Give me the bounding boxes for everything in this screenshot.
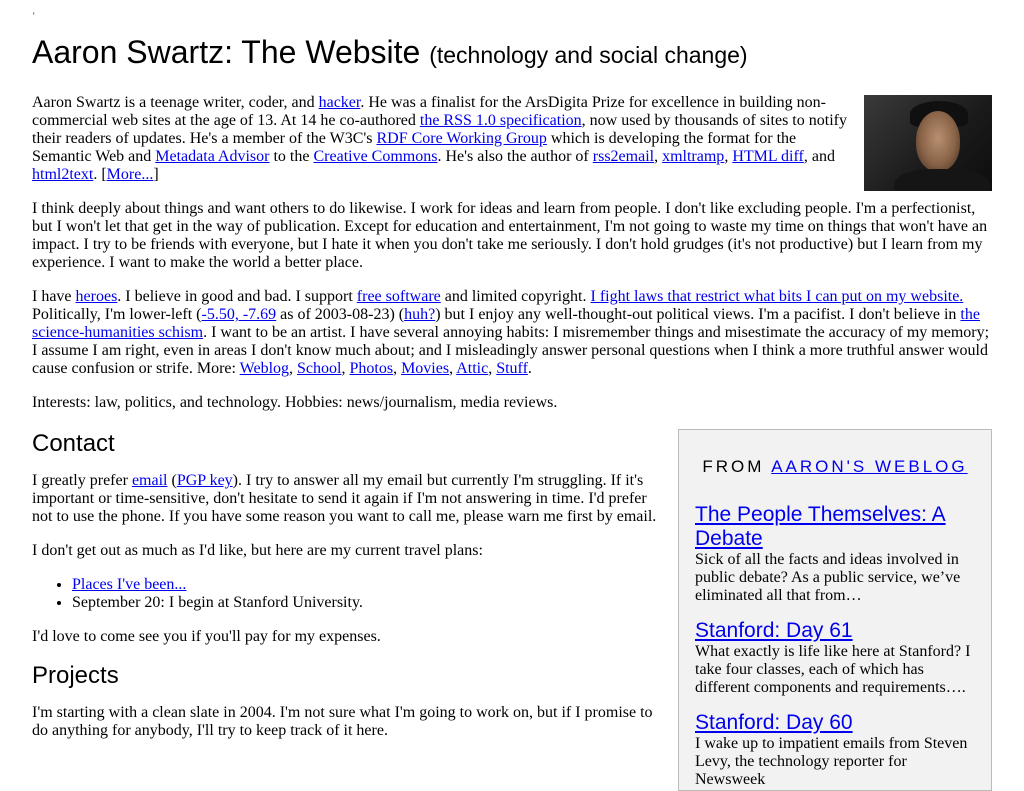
portrait-face	[916, 111, 960, 171]
post-title-link[interactable]: Stanford: Day 61	[695, 619, 853, 642]
weblog-sidebar	[678, 429, 992, 791]
text-run: Interests: law, politics, and technology. Hobbies: news/journalism, media reviews.	[32, 394, 558, 411]
text-run: Aaron Swartz is a teenage writer, coder, and	[32, 94, 319, 111]
school-link[interactable]: School	[297, 360, 342, 377]
post-title-link[interactable]: The People Themselves: A Debate	[695, 503, 946, 550]
intro-section	[32, 94, 992, 428]
contact-paragraph-travel	[32, 542, 660, 560]
text-run: which is developing the format for the Semantic Web and	[32, 130, 797, 165]
list-item	[72, 594, 660, 612]
text-run: ,	[289, 360, 298, 377]
text-run: . He's also the author of	[437, 148, 593, 165]
sidebar-heading	[695, 455, 975, 479]
email-link[interactable]: email	[131, 472, 168, 489]
hacker-link[interactable]: hacker	[318, 94, 361, 111]
intro-paragraph-values	[32, 200, 992, 272]
fight-laws-link[interactable]: I fight laws that restrict what bits I can put on my website.	[590, 288, 964, 305]
creative-commons-link[interactable]: Creative Commons	[313, 148, 438, 165]
text-run: . I believe in good and bad. I support	[117, 288, 357, 305]
text-run: I think deeply about things and want others to do likewise. I work for ideas and learn from people. I don't like excluding people. I'm a perfectionist, but I won't let that get in the way of publication. Except for education and entertainment, I'm not going to waste my time on things that won't have an impact. I try to be friends with everyone, but I hate it when you don't take me seriously. I don't hold grudges (it's not productive) but I learn from my experience. I want to make the world a better place.	[32, 200, 988, 271]
text-run: (	[167, 472, 177, 489]
heroes-link[interactable]: heroes	[75, 288, 118, 305]
portrait-photo	[864, 95, 992, 191]
text-run: ,	[393, 360, 402, 377]
metadata-advisor-link[interactable]: Metadata Advisor	[155, 148, 270, 165]
post-summary: I wake up to impatient emails from Steven Levy, the technology reporter for Newsweek	[695, 735, 968, 788]
rdf-core-link[interactable]: RDF Core Working Group	[376, 130, 547, 147]
places-link[interactable]: Places I've been...	[72, 576, 187, 593]
post-summary: Sick of all the facts and ideas involved in public debate? As a public service, we’ve eliminated all that from…	[695, 551, 961, 604]
photos-link[interactable]: Photos	[349, 360, 394, 377]
weblog-post	[695, 619, 975, 697]
text-run: I greatly prefer	[32, 472, 132, 489]
xmltramp-link[interactable]: xmltramp	[662, 148, 725, 165]
text-run: September 20: I begin at Stanford University.	[72, 594, 363, 611]
text-run: . He was a finalist for the ArsDigita Prize for excellence in building non-commercial web sites at the age of 13. At 14 he co-authored	[32, 94, 826, 129]
weblog-post	[695, 711, 975, 789]
text-run: ,	[449, 360, 457, 377]
html2text-link[interactable]: html2text	[32, 166, 94, 183]
text-run: ,	[724, 148, 733, 165]
intro-paragraph-bio	[32, 94, 992, 184]
intro-paragraph-interests	[32, 394, 992, 412]
pgp-key-link[interactable]: PGP key	[176, 472, 233, 489]
text-run: I'd love to come see you if you'll pay for my expenses.	[32, 628, 381, 645]
rss2email-link[interactable]: rss2email	[592, 148, 655, 165]
huh-link[interactable]: huh?	[404, 306, 436, 323]
contact-paragraph-expenses	[32, 628, 660, 646]
rss-spec-link[interactable]: the RSS 1.0 specification	[419, 112, 582, 129]
text-run: ,	[341, 360, 350, 377]
text-run: as of 2003-08-23) (	[276, 306, 405, 323]
text-run: I don't get out as much as I'd like, but here are my current travel plans:	[32, 542, 483, 559]
portrait-shirt	[894, 169, 990, 191]
stray-mark: '	[33, 11, 35, 21]
text-run: I'm starting with a clean slate in 2004. I'm not sure what I'm going to work on, but if I promise to do anything for anybody, I'll try to keep track of it here.	[32, 704, 653, 739]
attic-link[interactable]: Attic	[456, 360, 489, 377]
text-run: ]	[153, 166, 159, 183]
post-title-link[interactable]: Stanford: Day 60	[695, 711, 853, 734]
travel-list	[32, 576, 660, 612]
schism-link[interactable]: the science-humanities schism	[32, 306, 980, 341]
text-run: and limited copyright.	[440, 288, 591, 305]
projects-heading: Projects	[32, 662, 119, 689]
stuff-link[interactable]: Stuff	[496, 360, 528, 377]
weblog-link[interactable]: Weblog	[239, 360, 290, 377]
text-run: ,	[654, 148, 663, 165]
post-summary: What exactly is life like here at Stanford? I take four classes, each of which has different components and requirements….	[695, 643, 971, 696]
site-subtitle: (technology and social change)	[429, 42, 748, 68]
text-run: . I want to be an artist. I have several annoying habits: I misremember things and misestimate the accuracy of my memory; I assume I am right, even in areas I don't know much about; and I misleadingly answer personal questions when I think a more truthful answer would cause confusion or strife. More:	[32, 324, 990, 377]
page-title	[32, 33, 748, 74]
text-run: to the	[269, 148, 314, 165]
projects-paragraph	[32, 704, 660, 740]
text-run: ,	[488, 360, 497, 377]
text-run: ). I try to answer all my email but currently I'm struggling. If it's important or time-sensitive, don't hesitate to send it again if I'm not answering in time. I'd prefer not to use the phone. If you have some reason you want to call me, please warn me first by email.	[32, 472, 657, 525]
text-run: , and	[803, 148, 835, 165]
main-column	[32, 430, 660, 756]
free-software-link[interactable]: free software	[356, 288, 441, 305]
weblog-link-heading[interactable]: AARON'S WEBLOG	[771, 457, 968, 476]
html-diff-link[interactable]: HTML diff	[732, 148, 804, 165]
from-label: FROM	[702, 457, 772, 476]
site-title: Aaron Swartz: The Website	[32, 34, 421, 70]
text-run: .	[527, 360, 532, 377]
more-link[interactable]: More...	[106, 166, 154, 183]
text-run: , now used by thousands of sites to notify their readers of updates. He's a member of the W3C's	[32, 112, 847, 147]
text-run: Politically, I'm lower-left (	[32, 306, 202, 323]
political-compass-link[interactable]: -5.50, -7.69	[201, 306, 277, 323]
list-item	[72, 576, 660, 594]
weblog-post	[695, 503, 975, 605]
contact-paragraph-email	[32, 472, 660, 526]
intro-paragraph-beliefs	[32, 288, 992, 378]
text-run: I have	[32, 288, 76, 305]
text-run: ) but I enjoy any well-thought-out political views. I'm a pacifist. I don't believe in	[435, 306, 961, 323]
contact-heading: Contact	[32, 430, 115, 457]
movies-link[interactable]: Movies	[401, 360, 450, 377]
text-run: . [	[93, 166, 107, 183]
